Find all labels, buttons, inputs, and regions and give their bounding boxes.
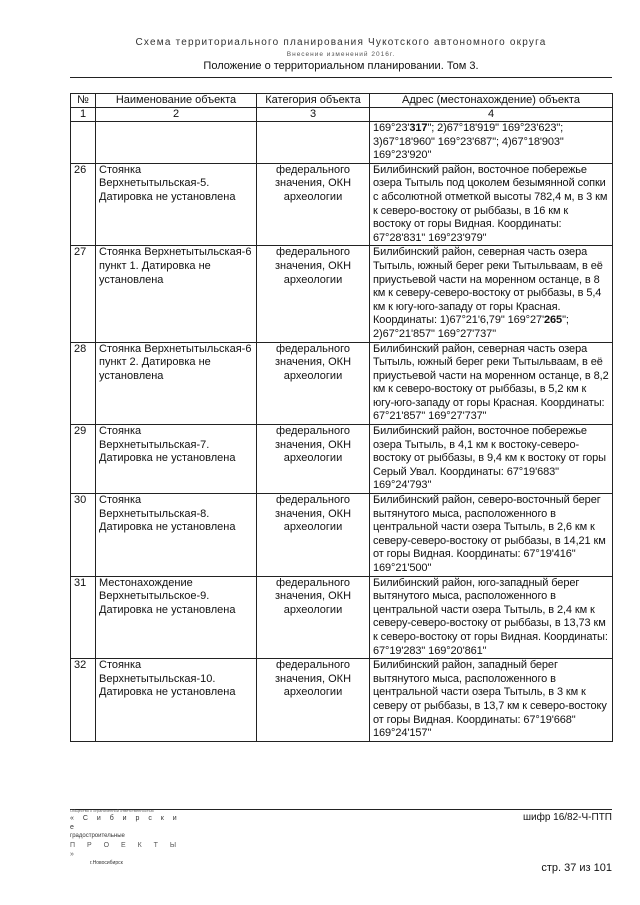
cell-name: Стоянка Верхнетытыльская-5. Датировка не установлена — [96, 163, 257, 246]
logo-city: г.Новосибирск — [90, 860, 123, 866]
table-row — [71, 576, 613, 659]
table-row — [71, 342, 613, 425]
index-cell: 1 — [71, 108, 96, 122]
cell-category: федерального значения, ОКН археологии — [257, 425, 370, 494]
cell-num: 29 — [71, 425, 96, 494]
cell-address: Билибинский район, восточное побережье озера Тытыль, в 4,1 км к востоку-северо-востоку от рыббазы, в 9,4 км к востоку от горы Серый Увал. Координаты: 67°19'683" 169°24'793" — [370, 425, 613, 494]
logo-line-2: градостроительные — [70, 833, 125, 839]
cell-address: Билибинский район, западный берег вытянутого мыса, расположенного в центральной части озера Тытыль, в 3 км к северу от рыббазы, в 13,7 км к северо-востоку от горы Видная. Координаты: 67°19'668" 169°24'157" — [370, 659, 613, 742]
cell-address: 169°23'317"; 2)67°18'919" 169°23'623"; 3)67°18'960" 169°23'687"; 4)67°18'903" 169°23'920" — [370, 122, 613, 164]
cell-num: 27 — [71, 246, 96, 342]
table-row — [71, 494, 613, 577]
cell-name: Местонахождение Верхнетытыльское-9. Датировка не установлена — [96, 576, 257, 659]
table-row — [71, 163, 613, 246]
objects-table — [70, 93, 613, 742]
cell-num: 26 — [71, 163, 96, 246]
cell-address: Билибинский район, восточное побережье озера Тытыль под цоколем безымянной сопки с абсолютной отметкой высоты 782,4 м, в 3 км к северо-востоку от рыббазы, в 16 км к востоку от горы Видная. Координаты: 67°28'831" 169°23'979" — [370, 163, 613, 246]
index-cell: 3 — [257, 108, 370, 122]
table-row-continuation — [71, 122, 613, 164]
cell-name: Стоянка Верхнетытыльская-7. Датировка не установлена — [96, 425, 257, 494]
document-code: шифр 16/82-Ч-ПТП — [522, 812, 612, 823]
column-header-category: Категория объекта — [257, 94, 370, 108]
index-cell: 2 — [96, 108, 257, 122]
table-row — [71, 659, 613, 742]
page-number: стр. 37 из 101 — [541, 862, 612, 874]
document-section: Положение о территориальном планировании. Том 3. — [203, 60, 479, 72]
table-index-row — [71, 108, 613, 122]
cell-num: 32 — [71, 659, 96, 742]
logo-line-1: « С и б и р с к и е — [70, 815, 181, 831]
cell-address: Билибинский район, северная часть озера Тытыль, южный берег реки Тытыльваам, в её приустьевой части на моренном останце, в 8 км к северу-северо-востоку от рыббазы, в 5,4 км к югу-юго-западу от горы Красная. Координаты: 1)67°21'6,79" 169°27'265"; 2)67°21'857" 169°27'737" — [370, 246, 613, 342]
cell-name: Стоянка Верхнетытыльская-10. Датировка не установлена — [96, 659, 257, 742]
cell-category: федерального значения, ОКН археологии — [257, 494, 370, 577]
table-row — [71, 425, 613, 494]
cell-category: федерального значения, ОКН археологии — [257, 246, 370, 342]
cell-name: Стоянка Верхнетытыльская-6 пункт 2. Датировка не установлена — [96, 342, 257, 425]
cell-category: федерального значения, ОКН археологии — [257, 659, 370, 742]
cell-name: Стоянка Верхнетытыльская-6 пункт 1. Датировка не установлена — [96, 246, 257, 342]
logo-org-type: Общество с ограниченной ответственностью — [70, 808, 154, 813]
column-header-name: Наименование объекта — [96, 94, 257, 108]
cell-category: федерального значения, ОКН археологии — [257, 342, 370, 425]
cell-address: Билибинский район, северо-восточный берег вытянутого мыса, расположенного в центральной части озера Тытыль, в 2,6 км к северу-северо-востоку от рыббазы, в 14,21 км от горы Видная. Координаты: 67°19'416" 169°21'500" — [370, 494, 613, 577]
cell-name: Стоянка Верхнетытыльская-8. Датировка не установлена — [96, 494, 257, 577]
cell-category — [257, 122, 370, 164]
column-header-num: № — [71, 94, 96, 108]
table-header-row — [71, 94, 613, 108]
cell-num: 28 — [71, 342, 96, 425]
cell-num: 31 — [71, 576, 96, 659]
index-cell: 4 — [370, 108, 613, 122]
document-header — [70, 36, 612, 73]
organization-logo — [70, 808, 190, 868]
logo-line-3: П Р О Е К Т Ы » — [70, 842, 182, 858]
cell-category: федерального значения, ОКН археологии — [257, 576, 370, 659]
column-header-address: Адрес (местонахождение) объекта — [370, 94, 613, 108]
cell-num: 30 — [71, 494, 96, 577]
document-title: Схема территориального планирования Чукотского автономного округа — [135, 37, 547, 48]
cell-name — [96, 122, 257, 164]
table-row — [71, 246, 613, 342]
cell-category: федерального значения, ОКН археологии — [257, 163, 370, 246]
cell-num — [71, 122, 96, 164]
header-rule — [70, 77, 612, 78]
document-subtitle: Внесение изменений 2016г. — [286, 51, 396, 58]
cell-address: Билибинский район, северная часть озера Тытыль, южный берег реки Тытыльваам, в её приустьевой части на моренном останце, в 8,2 км к северо-востоку от рыббазы, в 5,2 км к югу-юго-западу от горы Красная. Координаты: 67°21'857" 169°27'737" — [370, 342, 613, 425]
cell-address: Билибинский район, юго-западный берег вытянутого мыса, расположенного в центральной части озера Тытыль, в 2,4 км к северу-северо-востоку от рыббазы, в 13,73 км к северо-востоку от горы Видная. Координаты: 67°19'283" 169°20'861" — [370, 576, 613, 659]
